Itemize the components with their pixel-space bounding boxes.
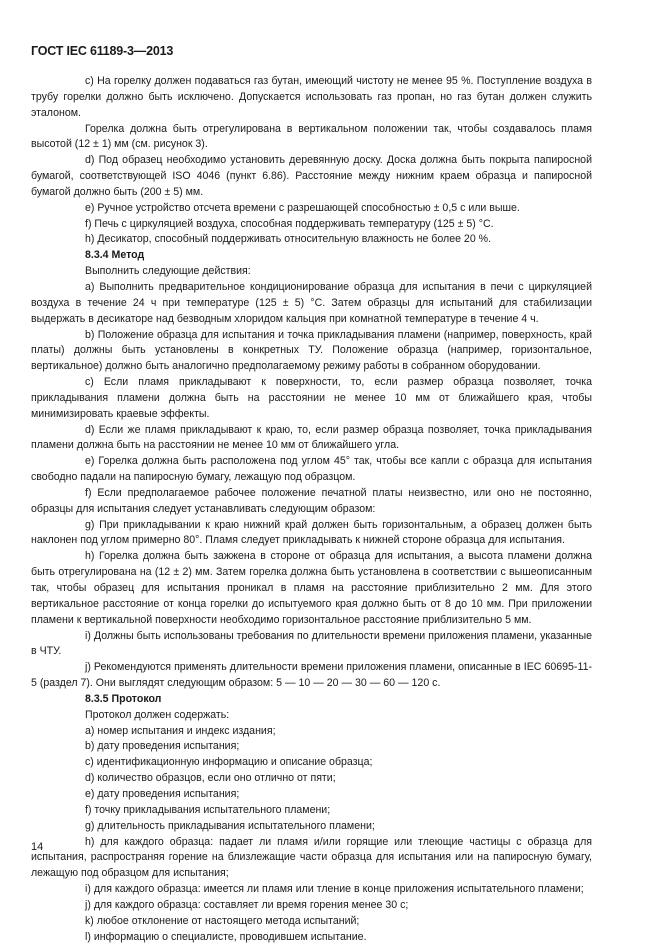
list-item: l) информацию о специалисте, проводившем испытание. [85, 930, 367, 943]
paragraph: d) Под образец необходимо установить деревянную доску. Доска должна быть покрыта папиросной бумагой, соответствующей ISO 4046 (пункт 6.86). Расстояние между нижним краем образца и папиросной бумагой должно быть (200 ± 5) мм. [31, 154, 592, 198]
paragraph: e) Ручное устройство отсчета времени с разрешающей способностью ± 0,5 с или выше. [85, 201, 520, 214]
list-item: j) для каждого образца: составляет ли время горения менее 30 с; [85, 898, 409, 911]
list-item: a) номер испытания и индекс издания; [85, 724, 276, 737]
paragraph: f) Если предполагаемое рабочее положение печатной платы неизвестно, или оно не постоянно, образцы для испытания следует устанавливать следующим образом: [31, 486, 592, 515]
paragraph: a) Выполнить предварительное кондиционирование образца для испытания в печи с циркуляцией воздуха в течение 24 ч при температуре (125 ± 5) °C. Затем образцы для испытаний для стабилизации выдержать в десикаторе над безводным хлоридом кальция при комнатной температуре в течение 4 ч. [31, 280, 592, 325]
paragraph: h) Десикатор, способный поддерживать относительную влажность не более 20 %. [85, 233, 492, 246]
section-heading: 8.3.5 Протокол [85, 692, 162, 705]
list-item: f) точку прикладывания испытательного пламени; [85, 803, 331, 816]
paragraph: b) Положение образца для испытания и точка прикладывания пламени (например, поверхность, край платы) должны быть установлены в конкретных ТУ. Положение образца (например, горизонтальное, вертикальное) должно быть аналогично предполагаемому режиму работы в собранном оборудовании. [31, 328, 592, 373]
list-item: h) для каждого образца: падает ли пламя и/или горящие или тлеющие частицы с образца для испытания, распространяя горение на близлежащие части образца для испытания или на папиросную бумагу, лежащую под образцом для испытания; [31, 835, 592, 880]
paragraph: i) Должны быть использованы требования по длительности времени приложения пламени, указанные в ЧТУ. [31, 629, 592, 658]
list-item: c) идентификационную информацию и описание образца; [85, 756, 373, 769]
list-item: k) любое отклонение от настоящего метода испытаний; [85, 914, 360, 927]
paragraph: d) Если же пламя прикладывают к краю, то, если размер образца позволяет, точка прикладывания пламени должна быть на расстоянии не менее 10 мм от ближайшего угла. [31, 423, 592, 452]
page-number: 14 [31, 841, 44, 853]
list-item: b) дату проведения испытания; [85, 740, 240, 753]
paragraph: c) Если пламя прикладывают к поверхности, то, если размер образца позволяет, точка прикладывания пламени должна быть на расстоянии не менее 10 мм от ближайшего края, чтобы минимизировать краевые эффекты. [31, 376, 592, 420]
paragraph: Горелка должна быть отрегулирована в вертикальном положении так, чтобы создавалось пламя высотой (12 ± 1) мм (см. рисунок 3). [31, 122, 592, 151]
paragraph: f) Печь с циркуляцией воздуха, способная поддерживать температуру (125 ± 5) °C. [85, 217, 494, 230]
paragraph: h) Горелка должна быть зажжена в стороне от образца для испытания, а высота пламени должна быть отрегулирована на (12 ± 2) мм. Затем горелка должна быть установлена в соответствии с вышеописанным так, чтобы образец для испытания проникал в пламя на расстояние приблизительно 2 мм. Для этого вертикальное расстояние от конца горелки до испытуемого края должно быть от 8 до 10 мм. При приложении пламени к вертикальной поверхности необходимо горизонтальное расстояние приблизительно 5 мм. [31, 550, 592, 626]
list-item: e) дату проведения испытания; [85, 787, 240, 800]
list-item: g) длительность прикладывания испытательного пламени; [85, 819, 375, 832]
paragraph: c) На горелку должен подаваться газ бутан, имеющий чистоту не менее 95 %. Поступление воздуха в трубу горелки должно быть исключено. Допускается использовать газ пропан, но газ бутан должен служить эталоном. [31, 75, 592, 119]
paragraph: Протокол должен содержать: [85, 708, 230, 721]
list-item: i) для каждого образца: имеется ли пламя или тление в конце приложения испытательного пламени; [85, 883, 584, 896]
paragraph: Выполнить следующие действия: [85, 265, 251, 278]
list-item: d) количество образцов, если оно отлично от пяти; [85, 772, 336, 785]
document-header: ГОСТ IEC 61189-3—2013 [31, 44, 174, 58]
paragraph: j) Рекомендуются применять длительности времени приложения пламени, описанные в IEC 60695-11-5 (раздел 7). Они выглядят следующим образом: 5 — 10 — 20 — 30 — 60 — 120 с. [31, 661, 592, 690]
paragraph: g) При прикладывании к краю нижний край должен быть горизонтальным, а образец должен быть наклонен под углом примерно 80°. Пламя следует прикладывать к нижней стороне образца для испытания. [31, 518, 592, 547]
document-body [31, 74, 592, 945]
paragraph: e) Горелка должна быть расположена под углом 45° так, чтобы все капли с образца для испытания свободно падали на папиросную бумагу, лежащую под образцом. [31, 455, 592, 484]
section-heading: 8.3.4 Метод [85, 249, 145, 262]
